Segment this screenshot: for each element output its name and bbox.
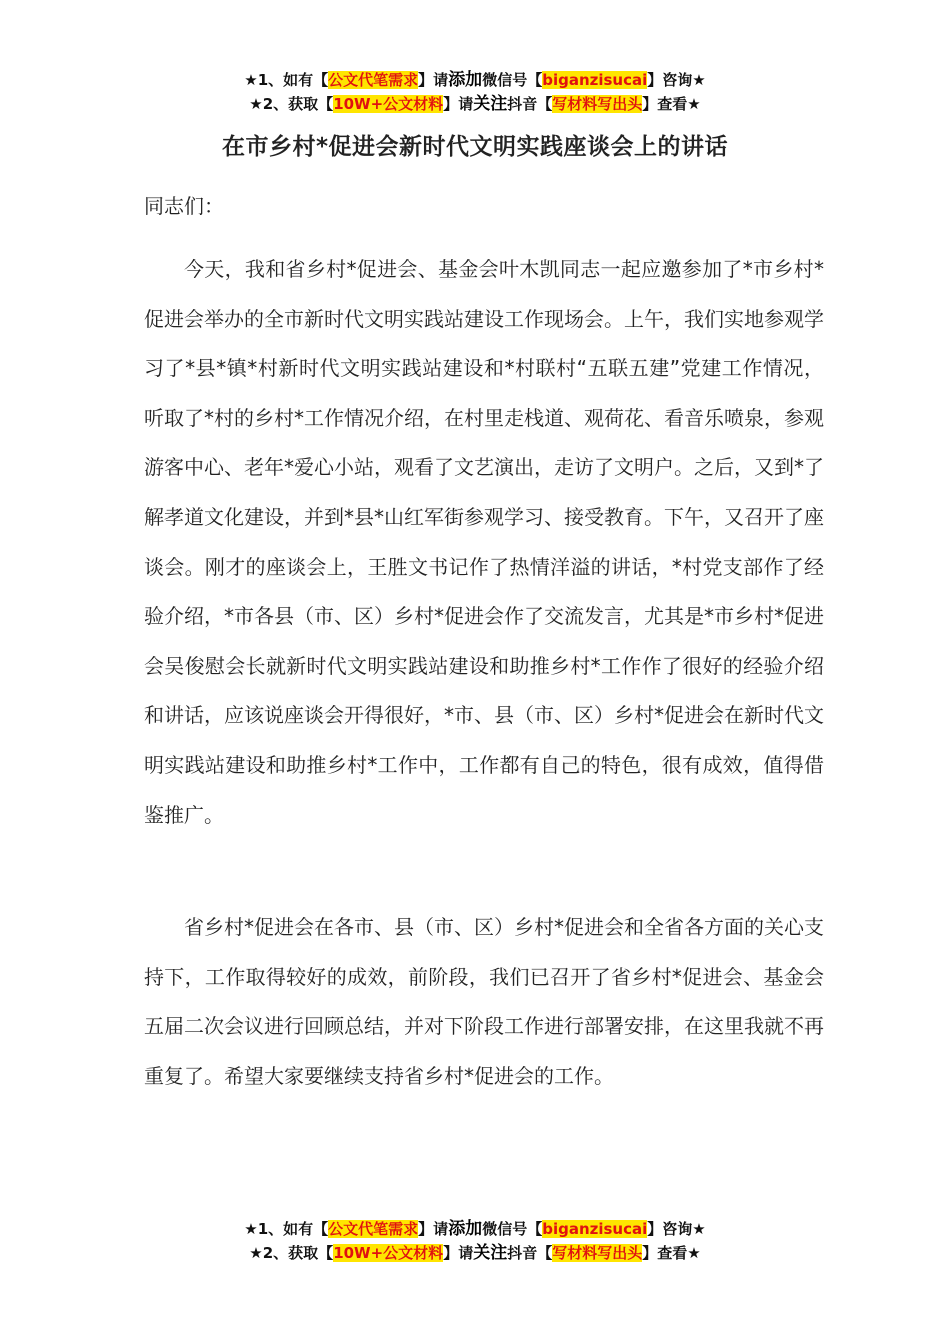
banner-line-1 [0,1217,950,1241]
banner-emphasis: 关注 [473,94,508,114]
banner-text: ★2、获取【 [249,95,334,113]
footer-banner [0,1217,950,1265]
salutation: 同志们： [144,194,224,218]
banner-text: 】请 [418,1220,449,1238]
banner-highlight-douyin: 写材料写出头 [552,95,643,113]
banner-text: 】请 [443,1244,474,1262]
banner-highlight-douyin: 写材料写出头 [552,1244,643,1262]
banner-emphasis: 添加 [448,1219,483,1239]
banner-text: 抖音【 [507,1244,553,1262]
banner-text: ★1、如有【 [244,1220,329,1238]
body-paragraph-1: 今天，我和省乡村*促进会、基金会叶木凯同志一起应邀参加了*市乡村*促进会举办的全市新时代文明实践站建设工作现场会。上午，我们实地参观学习了*县*镇*村新时代文明实践站建设和*村联村“五联五建”党建工作情况，听取了*村的乡村*工作情况介绍，在村里走栈道、观荷花、看音乐喷泉，参观游客中心、老年*爱心小站，观看了文艺演出，走访了文明户。之后，又到*了解孝道文化建设，并到*县*山红军街参观学习、接受教育。下午，又召开了座谈会。刚才的座谈会上，王胜文书记作了热情洋溢的讲话，*村党支部作了经验介绍，*市各县（市、区）乡村*促进会作了交流发言，尤其是*市乡村*促进会吴俊慰会长就新时代文明实践站建设和助推乡村*工作作了很好的经验介绍和讲话，应该说座谈会开得很好，*市、县（市、区）乡村*促进会在新时代文明实践站建设和助推乡村*工作中，工作都有自己的特色，很有成效，值得借鉴推广。 [144,257,824,827]
banner-line-1 [0,68,950,92]
banner-text: 】请 [418,71,449,89]
banner-line-2 [0,92,950,116]
banner-highlight: 公文代笔需求 [328,1220,419,1238]
banner-emphasis: 关注 [473,1243,508,1263]
banner-text: 】查看★ [642,95,701,113]
body-paragraph-2: 省乡村*促进会在各市、县（市、区）乡村*促进会和全省各方面的关心支持下，工作取得较好的成效，前阶段，我们已召开了省乡村*促进会、基金会五届二次会议进行回顾总结，并对下阶段工作进行部署安排，在这里我就不再重复了。希望大家要继续支持省乡村*促进会的工作。 [144,915,824,1088]
banner-text: 抖音【 [507,95,553,113]
banner-text: ★2、获取【 [249,1244,334,1262]
banner-line-2 [0,1241,950,1265]
banner-highlight-wechat: biganzisucai [542,71,648,89]
document-title: 在市乡村*促进会新时代文明实践座谈会上的讲话 [221,134,729,160]
banner-text: 】查看★ [642,1244,701,1262]
banner-text: 】请 [443,95,474,113]
banner-text: 】咨询★ [647,1220,706,1238]
banner-highlight: 10W+公文材料 [333,95,444,113]
banner-text: ★1、如有【 [244,71,329,89]
banner-highlight: 公文代笔需求 [328,71,419,89]
banner-text: 微信号【 [482,71,543,89]
banner-emphasis: 添加 [448,70,483,90]
header-banner [0,68,950,116]
banner-text: 微信号【 [482,1220,543,1238]
banner-highlight: 10W+公文材料 [333,1244,444,1262]
banner-text: 】咨询★ [647,71,706,89]
banner-highlight-wechat: biganzisucai [542,1220,648,1238]
